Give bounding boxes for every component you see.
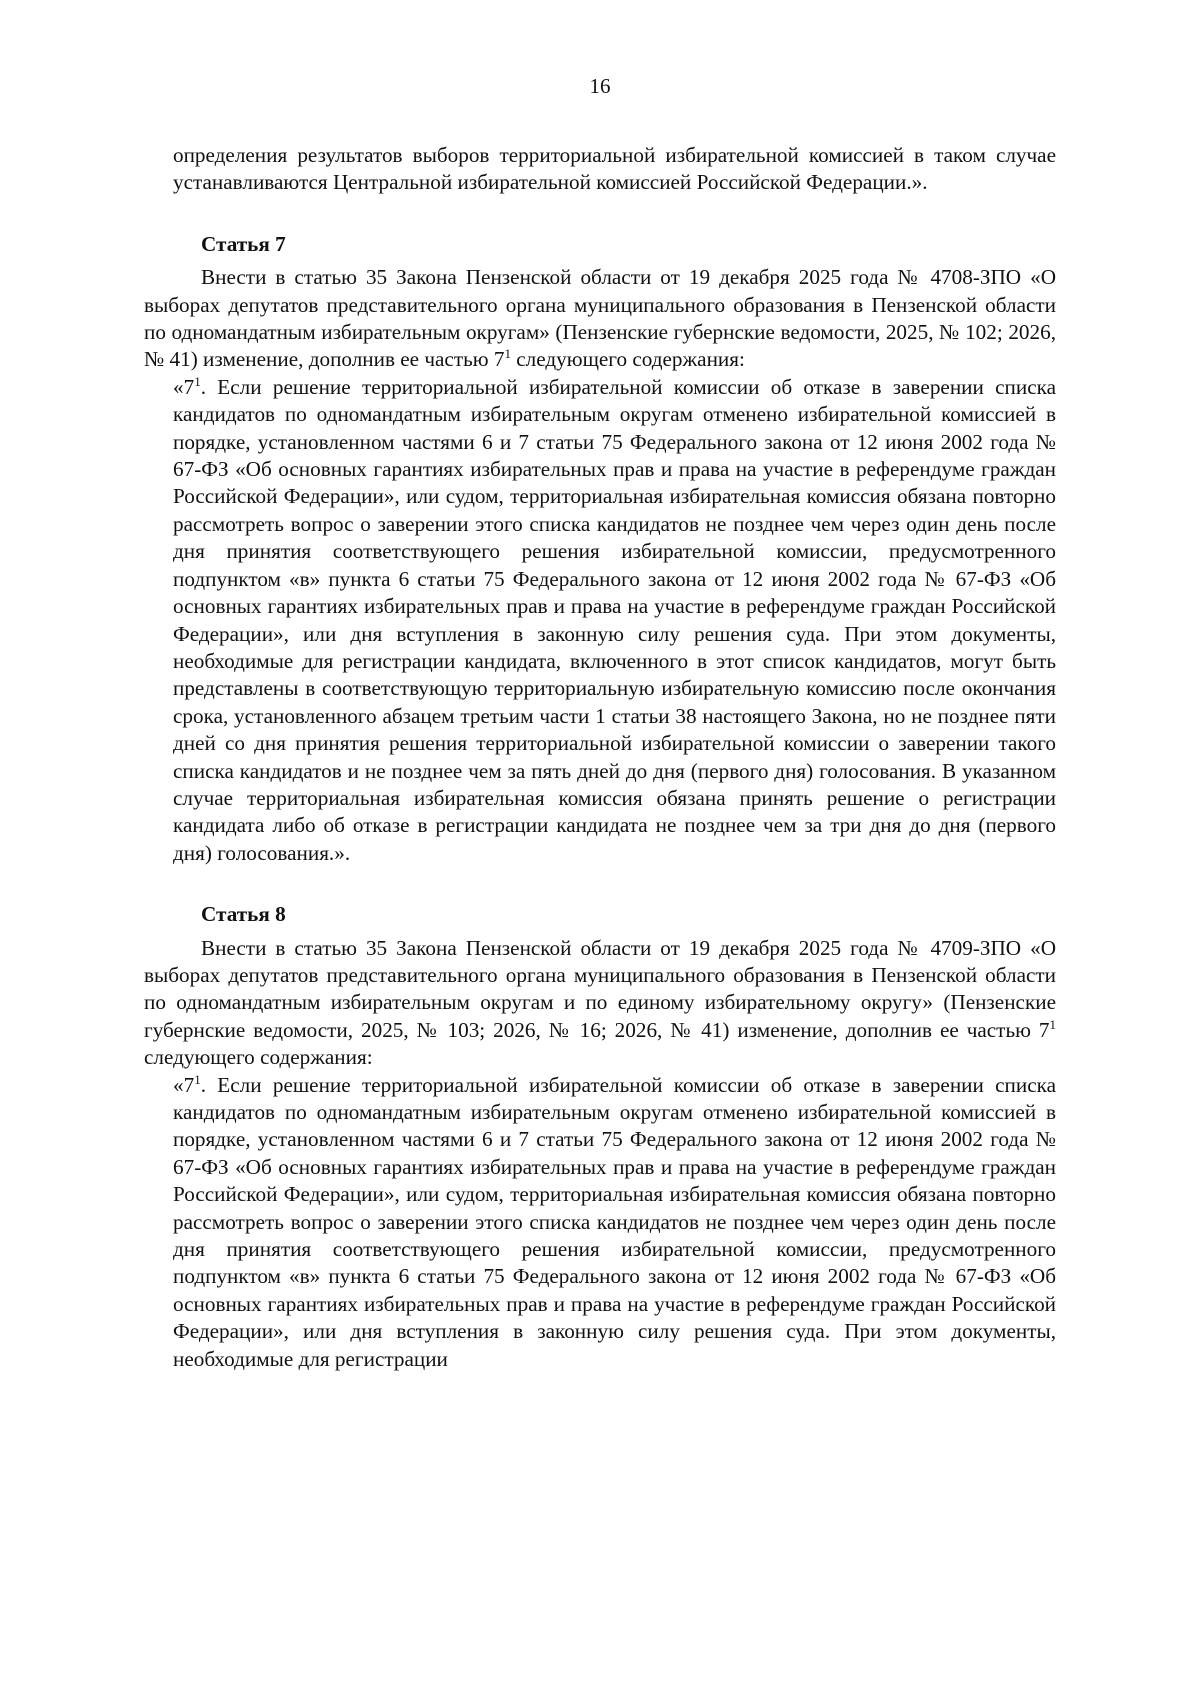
opening-paragraph: определения результатов выборов территориальной избирательной комиссией в таком случае устанавливаются Центральной избирательной комиссией Российской Федерации.».: [173, 143, 1056, 195]
article-8-part-text: . Если решение территориальной избирательной комиссии об отказе в заверении списка кандидатов по одномандатным избирательным округам отменено избирательной комиссией в порядке, установленном частями 6 и 7 статьи 75 Федерального закона от 12 июня 2002 года № 67-ФЗ «Об основных гарантиях избирательных прав и права на участие в референдуме граждан Российской Федерации», или судом, территориальная избирательная комиссия обязана повторно рассмотреть вопрос о заверении этого списка кандидатов не позднее чем через один день после дня принятия соответствующего решения избирательной комиссии, предусмотренного подпунктом «в» пункта 6 статьи 75 Федерального закона от 12 июня 2002 года № 67-ФЗ «Об основных гарантиях избирательных прав и права на участие в референдуме граждан Российской Федерации», или дня вступления в законную силу решения суда. При этом документы, необходимые для регистрации: [173, 1072, 1056, 1371]
article-8-intro-text: Внести в статью 35 Закона Пензенской области от 19 декабря 2025 года № 4709-ЗПО «О выборах депутатов представительного органа муниципального образования в Пензенской области по одномандатным избирательным округам и по единому избирательному округу» (Пензенские губернские ведомости, 2025, № 103; 2026, № 16; 2026, № 41) изменение, дополнив ее частью 7: [144, 935, 1056, 1042]
article-8-title: Статья 8: [201, 902, 286, 927]
article-7-intro-ending: следующего содержания:: [510, 347, 745, 372]
article-8-intro-superscript: 1: [1049, 1016, 1056, 1032]
article-8-quoted-part: [173, 1072, 1056, 1373]
article-7-intro: [144, 264, 1056, 374]
article-8-intro: [144, 935, 1056, 1072]
article-7-part-superscript: 1: [194, 373, 201, 389]
article-8-part-number: «7: [173, 1072, 195, 1097]
article-8-intro-ending: следующего содержания:: [144, 1045, 373, 1070]
page-number: 16: [589, 74, 611, 98]
article-7-intro-superscript: 1: [504, 346, 511, 362]
article-7-quoted-part: [173, 374, 1056, 867]
article-7-title: Статья 7: [201, 231, 286, 256]
article-7-part-text: . Если решение территориальной избирательной комиссии об отказе в заверении списка кандидатов по одномандатным избирательным округам отменено избирательной комиссией в порядке, установленном частями 6 и 7 статьи 75 Федерального закона от 12 июня 2002 года № 67-ФЗ «Об основных гарантиях избирательных прав и права на участие в референдуме граждан Российской Федерации», или судом, территориальная избирательная комиссия обязана повторно рассмотреть вопрос о заверении этого списка кандидатов не позднее чем через один день после дня принятия соответствующего решения избирательной комиссии, предусмотренного подпунктом «в» пункта 6 статьи 75 Федерального закона от 12 июня 2002 года № 67-ФЗ «Об основных гарантиях избирательных прав и права на участие в референдуме граждан Российской Федерации», или дня вступления в законную силу решения суда. При этом документы, необходимые для регистрации кандидата, включенного в этот список кандидатов, могут быть представлены в соответствующую территориальную избирательную комиссию после окончания срока, установленного абзацем третьим части 1 статьи 38 настоящего Закона, но не позднее пяти дней со дня принятия решения территориальной избирательной комиссии о заверении такого списка кандидатов и не позднее чем за пять дней до дня (первого дня) голосования. В указанном случае территориальная избирательная комиссия обязана принять решение о регистрации кандидата либо об отказе в регистрации кандидата не позднее чем за три дня до дня (первого дня) голосования.».: [173, 374, 1056, 865]
document-body: [144, 142, 1056, 1373]
article-8-part-superscript: 1: [194, 1071, 201, 1087]
article-7-intro-text: Внести в статью 35 Закона Пензенской области от 19 декабря 2025 года № 4708-ЗПО «О выборах депутатов представительного органа муниципального образования в Пензенской области по одномандатным избирательным округам» (Пензенские губернские ведомости, 2025, № 102; 2026, № 41) изменение, дополнив ее частью 7: [144, 265, 1056, 372]
article-7-part-number: «7: [173, 374, 195, 399]
